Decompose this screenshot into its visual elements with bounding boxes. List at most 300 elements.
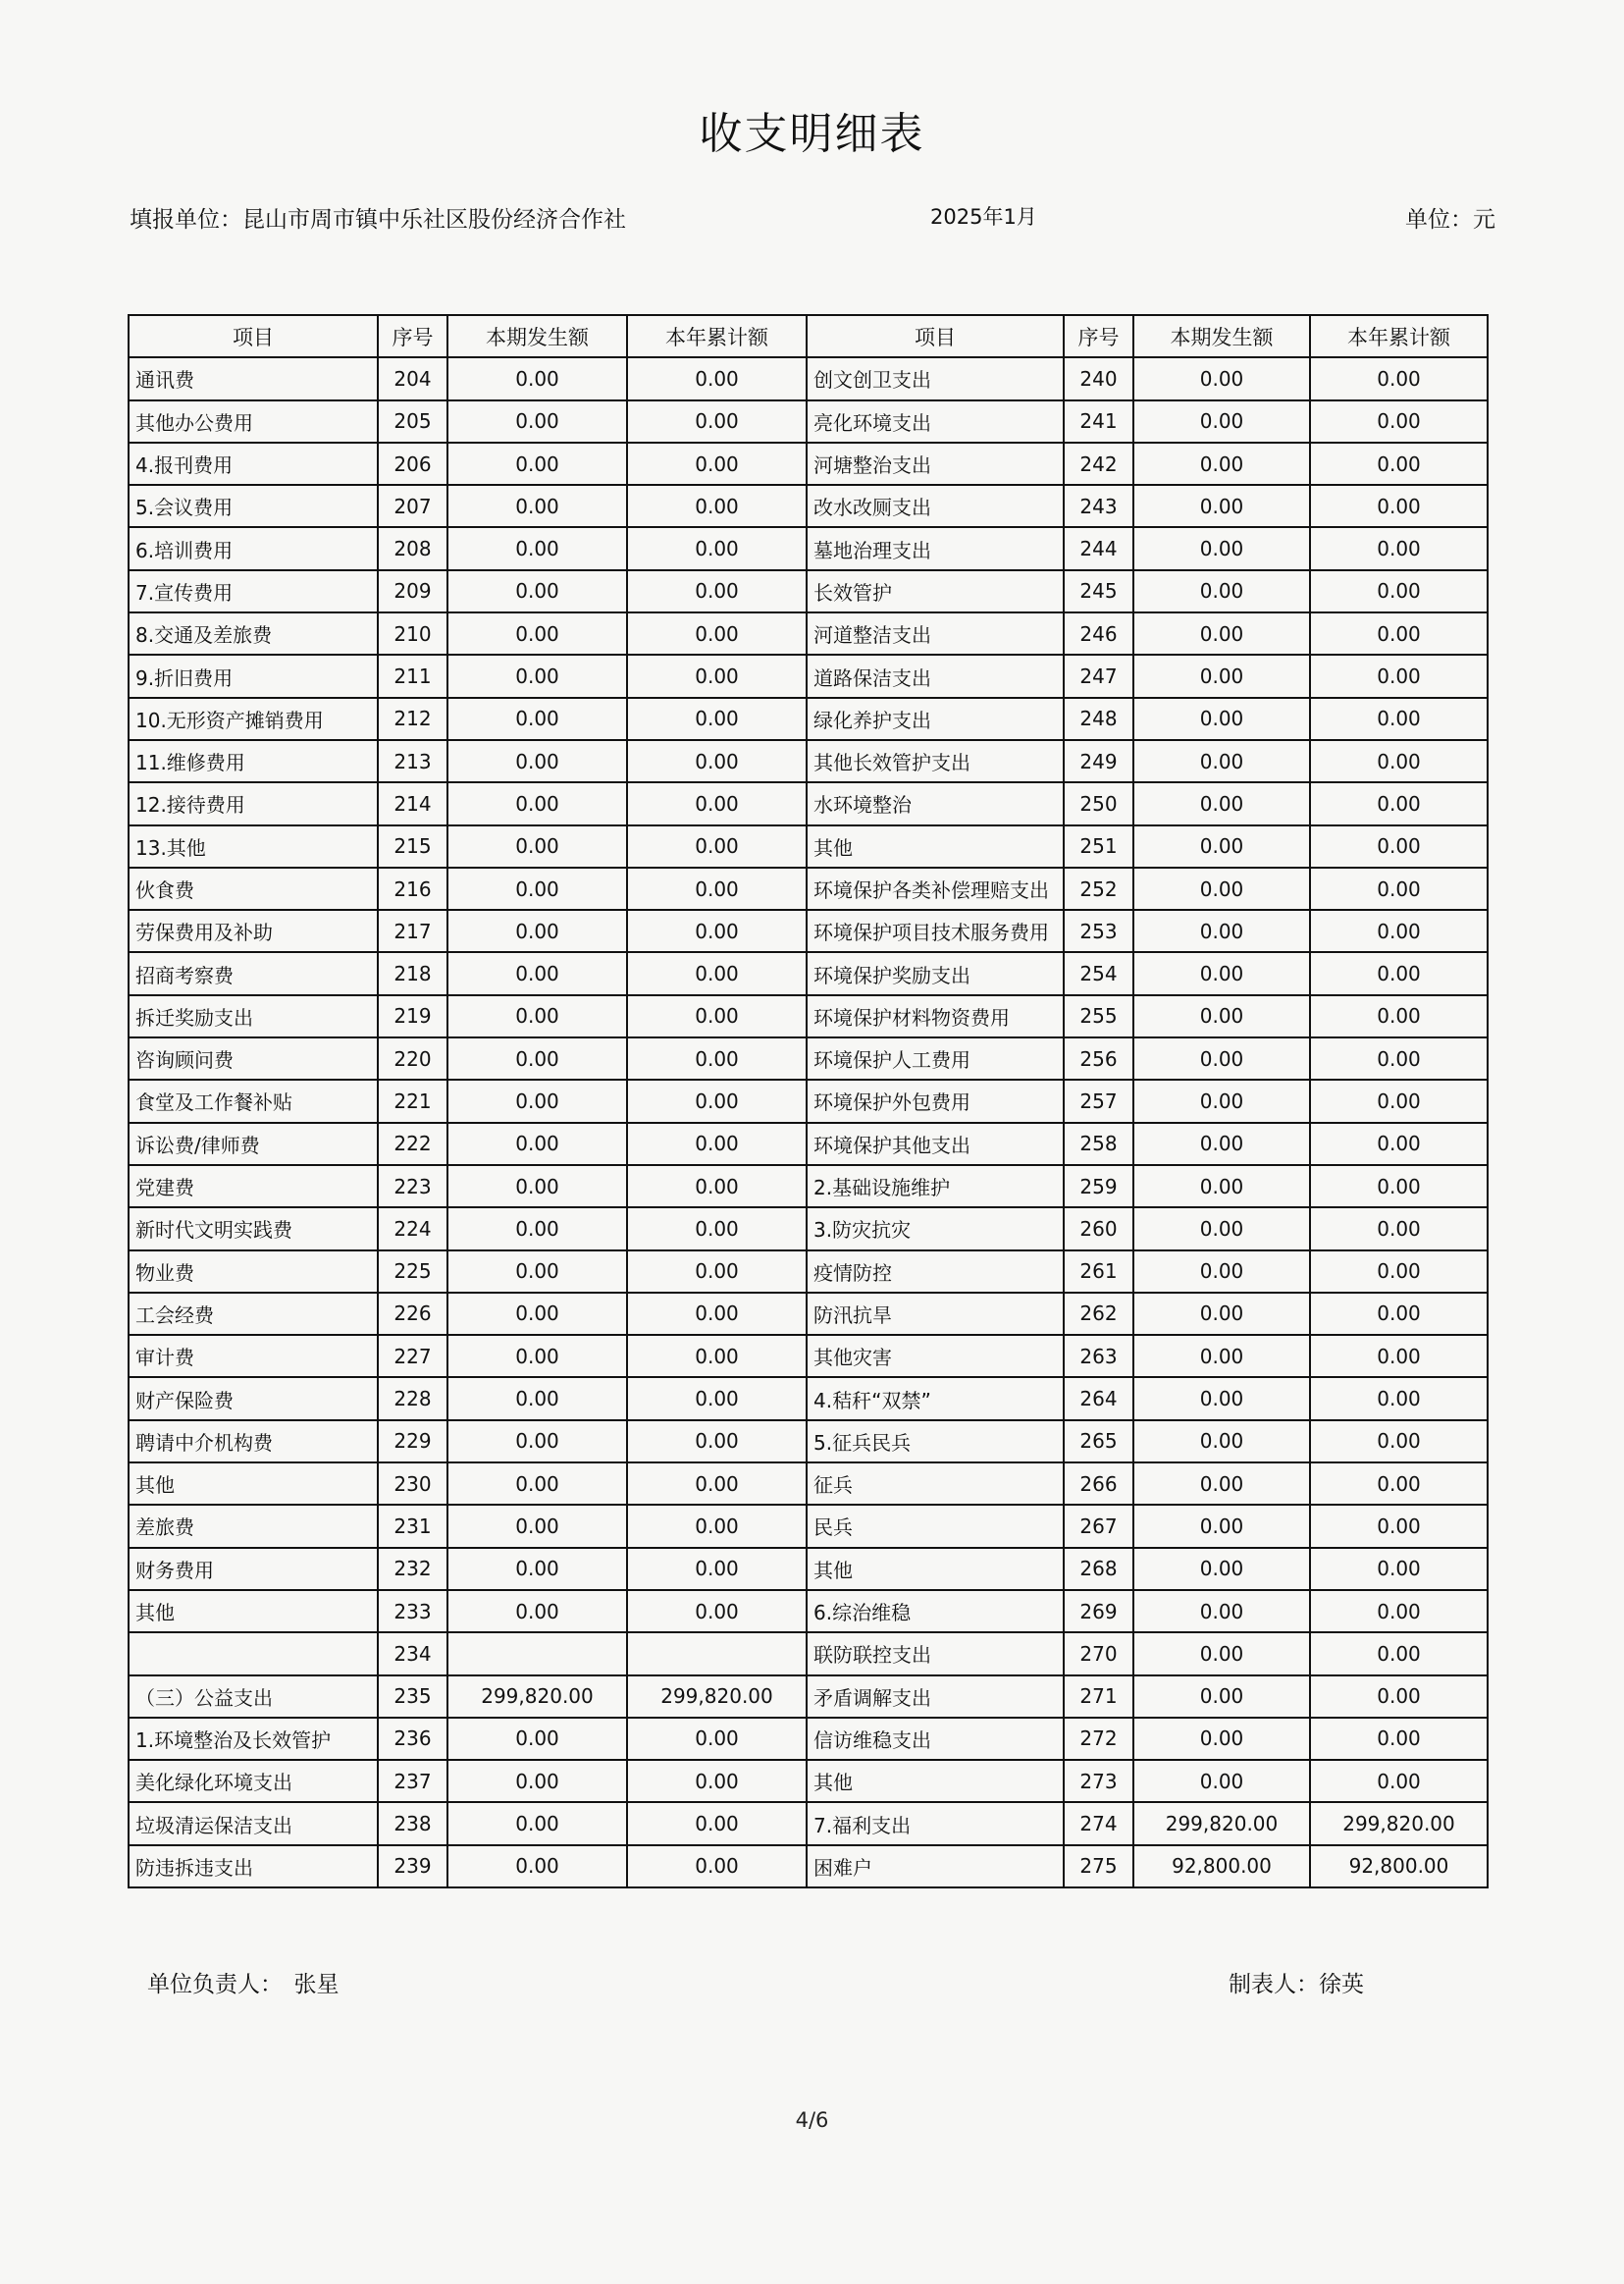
item-left: 咨询顾问费 bbox=[129, 1037, 378, 1080]
ytd-amount-right: 0.00 bbox=[1310, 1590, 1488, 1632]
seq-right: 260 bbox=[1064, 1207, 1133, 1249]
seq-right: 275 bbox=[1064, 1845, 1133, 1887]
seq-left: 209 bbox=[378, 570, 447, 612]
current-amount-left: 0.00 bbox=[447, 952, 627, 994]
current-amount-right: 0.00 bbox=[1133, 400, 1310, 443]
current-amount-left: 0.00 bbox=[447, 612, 627, 655]
current-amount-left: 0.00 bbox=[447, 1505, 627, 1547]
current-amount-left: 0.00 bbox=[447, 1760, 627, 1802]
seq-right: 256 bbox=[1064, 1037, 1133, 1080]
current-amount-left: 0.00 bbox=[447, 1377, 627, 1419]
table-row bbox=[129, 1250, 1488, 1293]
seq-left: 215 bbox=[378, 825, 447, 868]
ytd-amount-left: 0.00 bbox=[627, 698, 807, 740]
ytd-amount-right: 0.00 bbox=[1310, 1165, 1488, 1207]
table-row bbox=[129, 1632, 1488, 1674]
table-header-row bbox=[129, 315, 1488, 357]
current-amount-right: 0.00 bbox=[1133, 868, 1310, 910]
item-left: 其他 bbox=[129, 1462, 378, 1505]
ytd-amount-left: 0.00 bbox=[627, 1548, 807, 1590]
seq-left: 239 bbox=[378, 1845, 447, 1887]
current-amount-left: 0.00 bbox=[447, 1207, 627, 1249]
current-amount-right: 0.00 bbox=[1133, 1462, 1310, 1505]
table-row bbox=[129, 1718, 1488, 1760]
item-right: 其他灾害 bbox=[807, 1335, 1064, 1377]
ytd-amount-left: 0.00 bbox=[627, 570, 807, 612]
seq-left: 231 bbox=[378, 1505, 447, 1547]
item-left bbox=[129, 1632, 378, 1674]
seq-right: 259 bbox=[1064, 1165, 1133, 1207]
item-left: 工会经费 bbox=[129, 1293, 378, 1335]
col-header-current-left: 本期发生额 bbox=[447, 315, 627, 357]
current-amount-right: 0.00 bbox=[1133, 825, 1310, 868]
ytd-amount-right: 0.00 bbox=[1310, 1037, 1488, 1080]
seq-right: 241 bbox=[1064, 400, 1133, 443]
table-row bbox=[129, 527, 1488, 569]
item-right: 5.征兵民兵 bbox=[807, 1420, 1064, 1462]
seq-left: 237 bbox=[378, 1760, 447, 1802]
current-amount-right: 0.00 bbox=[1133, 995, 1310, 1037]
current-amount-left: 0.00 bbox=[447, 698, 627, 740]
seq-right: 269 bbox=[1064, 1590, 1133, 1632]
table-row bbox=[129, 655, 1488, 697]
current-amount-right: 0.00 bbox=[1133, 443, 1310, 485]
ytd-amount-left: 0.00 bbox=[627, 1462, 807, 1505]
table-row bbox=[129, 357, 1488, 399]
current-amount-right: 0.00 bbox=[1133, 1675, 1310, 1718]
item-right: 矛盾调解支出 bbox=[807, 1675, 1064, 1718]
current-amount-left: 0.00 bbox=[447, 357, 627, 399]
seq-right: 264 bbox=[1064, 1377, 1133, 1419]
col-header-seq-left: 序号 bbox=[378, 315, 447, 357]
current-amount-left: 0.00 bbox=[447, 1802, 627, 1844]
ytd-amount-right: 0.00 bbox=[1310, 655, 1488, 697]
item-right: 其他 bbox=[807, 1548, 1064, 1590]
seq-left: 210 bbox=[378, 612, 447, 655]
table-row bbox=[129, 1165, 1488, 1207]
seq-right: 270 bbox=[1064, 1632, 1133, 1674]
seq-left: 216 bbox=[378, 868, 447, 910]
report-period: 2025年1月 bbox=[930, 205, 1037, 229]
seq-right: 265 bbox=[1064, 1420, 1133, 1462]
item-right: 河塘整治支出 bbox=[807, 443, 1064, 485]
ytd-amount-left: 0.00 bbox=[627, 1037, 807, 1080]
current-amount-left: 0.00 bbox=[447, 1718, 627, 1760]
current-amount-left: 0.00 bbox=[447, 1250, 627, 1293]
current-amount-right: 0.00 bbox=[1133, 1718, 1310, 1760]
item-right: 创文创卫支出 bbox=[807, 357, 1064, 399]
current-amount-left: 0.00 bbox=[447, 655, 627, 697]
ytd-amount-right: 299,820.00 bbox=[1310, 1802, 1488, 1844]
table-row bbox=[129, 1590, 1488, 1632]
ytd-amount-left: 0.00 bbox=[627, 1420, 807, 1462]
item-left: 11.维修费用 bbox=[129, 740, 378, 782]
item-right: 河道整洁支出 bbox=[807, 612, 1064, 655]
col-header-current-right: 本期发生额 bbox=[1133, 315, 1310, 357]
ytd-amount-right: 0.00 bbox=[1310, 485, 1488, 527]
current-amount-left: 0.00 bbox=[447, 570, 627, 612]
seq-right: 271 bbox=[1064, 1675, 1133, 1718]
seq-left: 236 bbox=[378, 1718, 447, 1760]
currency-unit: 单位：元 bbox=[1405, 207, 1495, 233]
ytd-amount-left: 0.00 bbox=[627, 1802, 807, 1844]
item-left: 财产保险费 bbox=[129, 1377, 378, 1419]
item-left: 防违拆违支出 bbox=[129, 1845, 378, 1887]
ytd-amount-right: 0.00 bbox=[1310, 1250, 1488, 1293]
item-left: 9.折旧费用 bbox=[129, 655, 378, 697]
table-row bbox=[129, 825, 1488, 868]
seq-right: 258 bbox=[1064, 1123, 1133, 1165]
ytd-amount-right: 0.00 bbox=[1310, 910, 1488, 952]
ytd-amount-right: 0.00 bbox=[1310, 1632, 1488, 1674]
col-header-item-right: 项目 bbox=[807, 315, 1064, 357]
seq-left: 217 bbox=[378, 910, 447, 952]
ytd-amount-right: 0.00 bbox=[1310, 1207, 1488, 1249]
current-amount-right: 0.00 bbox=[1133, 570, 1310, 612]
seq-left: 226 bbox=[378, 1293, 447, 1335]
ytd-amount-right: 0.00 bbox=[1310, 1548, 1488, 1590]
current-amount-right: 0.00 bbox=[1133, 1590, 1310, 1632]
current-amount-left: 0.00 bbox=[447, 868, 627, 910]
unit-leader: 单位负责人： 张星 bbox=[147, 1972, 340, 1997]
ytd-amount-left: 0.00 bbox=[627, 910, 807, 952]
ytd-amount-right: 0.00 bbox=[1310, 1080, 1488, 1122]
current-amount-right: 92,800.00 bbox=[1133, 1845, 1310, 1887]
current-amount-right: 0.00 bbox=[1133, 612, 1310, 655]
seq-right: 268 bbox=[1064, 1548, 1133, 1590]
seq-left: 238 bbox=[378, 1802, 447, 1844]
current-amount-right: 0.00 bbox=[1133, 655, 1310, 697]
seq-left: 235 bbox=[378, 1675, 447, 1718]
item-left: 物业费 bbox=[129, 1250, 378, 1293]
item-left: 8.交通及差旅费 bbox=[129, 612, 378, 655]
current-amount-right: 299,820.00 bbox=[1133, 1802, 1310, 1844]
seq-left: 228 bbox=[378, 1377, 447, 1419]
col-header-seq-right: 序号 bbox=[1064, 315, 1133, 357]
item-right: 亮化环境支出 bbox=[807, 400, 1064, 443]
ytd-amount-left: 0.00 bbox=[627, 1760, 807, 1802]
ytd-amount-left: 0.00 bbox=[627, 1080, 807, 1122]
table-row bbox=[129, 400, 1488, 443]
current-amount-left: 299,820.00 bbox=[447, 1675, 627, 1718]
seq-right: 248 bbox=[1064, 698, 1133, 740]
seq-right: 263 bbox=[1064, 1335, 1133, 1377]
current-amount-right: 0.00 bbox=[1133, 910, 1310, 952]
ytd-amount-right: 0.00 bbox=[1310, 527, 1488, 569]
item-left: 1.环境整治及长效管护 bbox=[129, 1718, 378, 1760]
item-right: 环境保护外包费用 bbox=[807, 1080, 1064, 1122]
item-right: 环境保护奖励支出 bbox=[807, 952, 1064, 994]
item-left: 差旅费 bbox=[129, 1505, 378, 1547]
ytd-amount-left: 0.00 bbox=[627, 1377, 807, 1419]
seq-left: 211 bbox=[378, 655, 447, 697]
current-amount-right: 0.00 bbox=[1133, 485, 1310, 527]
item-right: 民兵 bbox=[807, 1505, 1064, 1547]
ytd-amount-left: 0.00 bbox=[627, 740, 807, 782]
col-header-ytd-right: 本年累计额 bbox=[1310, 315, 1488, 357]
seq-right: 252 bbox=[1064, 868, 1133, 910]
table-row bbox=[129, 740, 1488, 782]
item-left: 聘请中介机构费 bbox=[129, 1420, 378, 1462]
seq-left: 222 bbox=[378, 1123, 447, 1165]
ytd-amount-left: 0.00 bbox=[627, 1505, 807, 1547]
table-row bbox=[129, 1037, 1488, 1080]
seq-right: 267 bbox=[1064, 1505, 1133, 1547]
item-left: 4.报刊费用 bbox=[129, 443, 378, 485]
table-row bbox=[129, 1548, 1488, 1590]
seq-right: 273 bbox=[1064, 1760, 1133, 1802]
item-right: 其他 bbox=[807, 1760, 1064, 1802]
item-right: 2.基础设施维护 bbox=[807, 1165, 1064, 1207]
ytd-amount-left: 0.00 bbox=[627, 612, 807, 655]
item-right: 环境保护其他支出 bbox=[807, 1123, 1064, 1165]
ytd-amount-right: 0.00 bbox=[1310, 995, 1488, 1037]
current-amount-left: 0.00 bbox=[447, 1335, 627, 1377]
table-row bbox=[129, 443, 1488, 485]
table-row bbox=[129, 782, 1488, 824]
seq-left: 208 bbox=[378, 527, 447, 569]
seq-right: 243 bbox=[1064, 485, 1133, 527]
table-row bbox=[129, 1802, 1488, 1844]
item-right: 防汛抗旱 bbox=[807, 1293, 1064, 1335]
col-header-item-left: 项目 bbox=[129, 315, 378, 357]
item-right: 长效管护 bbox=[807, 570, 1064, 612]
seq-right: 261 bbox=[1064, 1250, 1133, 1293]
ytd-amount-left: 0.00 bbox=[627, 1335, 807, 1377]
seq-left: 220 bbox=[378, 1037, 447, 1080]
ytd-amount-left: 0.00 bbox=[627, 868, 807, 910]
ytd-amount-right: 0.00 bbox=[1310, 1462, 1488, 1505]
seq-left: 229 bbox=[378, 1420, 447, 1462]
item-right: 信访维稳支出 bbox=[807, 1718, 1064, 1760]
current-amount-left bbox=[447, 1632, 627, 1674]
seq-left: 206 bbox=[378, 443, 447, 485]
item-left: 美化绿化环境支出 bbox=[129, 1760, 378, 1802]
current-amount-right: 0.00 bbox=[1133, 698, 1310, 740]
current-amount-right: 0.00 bbox=[1133, 740, 1310, 782]
current-amount-right: 0.00 bbox=[1133, 1250, 1310, 1293]
preparer: 制表人：徐英 bbox=[1229, 1972, 1364, 1997]
seq-right: 254 bbox=[1064, 952, 1133, 994]
current-amount-left: 0.00 bbox=[447, 400, 627, 443]
current-amount-left: 0.00 bbox=[447, 782, 627, 824]
current-amount-left: 0.00 bbox=[447, 740, 627, 782]
seq-left: 223 bbox=[378, 1165, 447, 1207]
current-amount-right: 0.00 bbox=[1133, 1207, 1310, 1249]
table-row bbox=[129, 1462, 1488, 1505]
current-amount-left: 0.00 bbox=[447, 1462, 627, 1505]
ytd-amount-right: 0.00 bbox=[1310, 570, 1488, 612]
item-left: 6.培训费用 bbox=[129, 527, 378, 569]
item-right: 其他长效管护支出 bbox=[807, 740, 1064, 782]
current-amount-right: 0.00 bbox=[1133, 1293, 1310, 1335]
seq-right: 274 bbox=[1064, 1802, 1133, 1844]
current-amount-right: 0.00 bbox=[1133, 952, 1310, 994]
current-amount-right: 0.00 bbox=[1133, 527, 1310, 569]
item-right: 水环境整治 bbox=[807, 782, 1064, 824]
ytd-amount-left: 0.00 bbox=[627, 527, 807, 569]
seq-left: 224 bbox=[378, 1207, 447, 1249]
ytd-amount-right: 0.00 bbox=[1310, 740, 1488, 782]
current-amount-left: 0.00 bbox=[447, 443, 627, 485]
current-amount-right: 0.00 bbox=[1133, 1080, 1310, 1122]
current-amount-left: 0.00 bbox=[447, 995, 627, 1037]
seq-left: 219 bbox=[378, 995, 447, 1037]
table-row bbox=[129, 1207, 1488, 1249]
seq-right: 247 bbox=[1064, 655, 1133, 697]
ytd-amount-right: 0.00 bbox=[1310, 698, 1488, 740]
current-amount-right: 0.00 bbox=[1133, 782, 1310, 824]
current-amount-right: 0.00 bbox=[1133, 1123, 1310, 1165]
ytd-amount-left: 0.00 bbox=[627, 952, 807, 994]
seq-left: 230 bbox=[378, 1462, 447, 1505]
item-left: 诉讼费/律师费 bbox=[129, 1123, 378, 1165]
current-amount-left: 0.00 bbox=[447, 1548, 627, 1590]
table-row bbox=[129, 612, 1488, 655]
current-amount-left: 0.00 bbox=[447, 485, 627, 527]
table-row bbox=[129, 1845, 1488, 1887]
seq-left: 218 bbox=[378, 952, 447, 994]
item-left: 审计费 bbox=[129, 1335, 378, 1377]
item-left: 7.宣传费用 bbox=[129, 570, 378, 612]
seq-left: 212 bbox=[378, 698, 447, 740]
item-right: 联防联控支出 bbox=[807, 1632, 1064, 1674]
current-amount-left: 0.00 bbox=[447, 1845, 627, 1887]
seq-right: 272 bbox=[1064, 1718, 1133, 1760]
item-left: 党建费 bbox=[129, 1165, 378, 1207]
ytd-amount-left: 0.00 bbox=[627, 357, 807, 399]
item-right: 4.秸秆“双禁” bbox=[807, 1377, 1064, 1419]
table-row bbox=[129, 995, 1488, 1037]
ytd-amount-left: 0.00 bbox=[627, 485, 807, 527]
item-right: 墓地治理支出 bbox=[807, 527, 1064, 569]
table-row bbox=[129, 1760, 1488, 1802]
seq-right: 253 bbox=[1064, 910, 1133, 952]
ytd-amount-right: 0.00 bbox=[1310, 1335, 1488, 1377]
table-row bbox=[129, 1420, 1488, 1462]
ytd-amount-left: 0.00 bbox=[627, 1718, 807, 1760]
item-left: 垃圾清运保洁支出 bbox=[129, 1802, 378, 1844]
ytd-amount-left: 0.00 bbox=[627, 1123, 807, 1165]
item-right: 环境保护人工费用 bbox=[807, 1037, 1064, 1080]
table-row bbox=[129, 698, 1488, 740]
ytd-amount-left: 0.00 bbox=[627, 443, 807, 485]
page-number: 4/6 bbox=[795, 2108, 829, 2132]
seq-left: 213 bbox=[378, 740, 447, 782]
item-left: 伙食费 bbox=[129, 868, 378, 910]
seq-right: 240 bbox=[1064, 357, 1133, 399]
item-right: 道路保洁支出 bbox=[807, 655, 1064, 697]
item-left: 13.其他 bbox=[129, 825, 378, 868]
seq-right: 255 bbox=[1064, 995, 1133, 1037]
ytd-amount-right: 0.00 bbox=[1310, 1420, 1488, 1462]
seq-right: 246 bbox=[1064, 612, 1133, 655]
item-left: 其他 bbox=[129, 1590, 378, 1632]
seq-right: 244 bbox=[1064, 527, 1133, 569]
ytd-amount-left: 0.00 bbox=[627, 1250, 807, 1293]
current-amount-left: 0.00 bbox=[447, 527, 627, 569]
table-row bbox=[129, 1335, 1488, 1377]
ledger-table bbox=[128, 314, 1489, 1888]
seq-left: 232 bbox=[378, 1548, 447, 1590]
item-right: 征兵 bbox=[807, 1462, 1064, 1505]
current-amount-right: 0.00 bbox=[1133, 1335, 1310, 1377]
current-amount-right: 0.00 bbox=[1133, 1165, 1310, 1207]
ytd-amount-right: 0.00 bbox=[1310, 825, 1488, 868]
current-amount-left: 0.00 bbox=[447, 825, 627, 868]
item-left: 劳保费用及补助 bbox=[129, 910, 378, 952]
ytd-amount-left: 0.00 bbox=[627, 825, 807, 868]
table-row bbox=[129, 952, 1488, 994]
ytd-amount-left: 299,820.00 bbox=[627, 1675, 807, 1718]
ytd-amount-left: 0.00 bbox=[627, 1590, 807, 1632]
reporting-unit: 填报单位：昆山市周市镇中乐社区股份经济合作社 bbox=[130, 207, 626, 233]
table-row bbox=[129, 1505, 1488, 1547]
item-right: 困难户 bbox=[807, 1845, 1064, 1887]
item-right: 绿化养护支出 bbox=[807, 698, 1064, 740]
seq-left: 227 bbox=[378, 1335, 447, 1377]
item-right: 环境保护项目技术服务费用 bbox=[807, 910, 1064, 952]
ytd-amount-left: 0.00 bbox=[627, 782, 807, 824]
table-row bbox=[129, 1080, 1488, 1122]
page-title: 收支明细表 bbox=[699, 109, 925, 159]
ytd-amount-left bbox=[627, 1632, 807, 1674]
item-right: 环境保护材料物资费用 bbox=[807, 995, 1064, 1037]
item-right: 环境保护各类补偿理赔支出 bbox=[807, 868, 1064, 910]
table-row bbox=[129, 1377, 1488, 1419]
ytd-amount-right: 0.00 bbox=[1310, 782, 1488, 824]
item-left: 新时代文明实践费 bbox=[129, 1207, 378, 1249]
current-amount-right: 0.00 bbox=[1133, 1632, 1310, 1674]
ytd-amount-right: 0.00 bbox=[1310, 952, 1488, 994]
current-amount-left: 0.00 bbox=[447, 1123, 627, 1165]
seq-left: 207 bbox=[378, 485, 447, 527]
item-right: 改水改厕支出 bbox=[807, 485, 1064, 527]
ytd-amount-left: 0.00 bbox=[627, 995, 807, 1037]
seq-right: 266 bbox=[1064, 1462, 1133, 1505]
ytd-amount-left: 0.00 bbox=[627, 1845, 807, 1887]
seq-right: 262 bbox=[1064, 1293, 1133, 1335]
table-row bbox=[129, 910, 1488, 952]
item-left: 招商考察费 bbox=[129, 952, 378, 994]
seq-left: 234 bbox=[378, 1632, 447, 1674]
current-amount-left: 0.00 bbox=[447, 910, 627, 952]
current-amount-right: 0.00 bbox=[1133, 1420, 1310, 1462]
ytd-amount-right: 0.00 bbox=[1310, 612, 1488, 655]
item-right: 疫情防控 bbox=[807, 1250, 1064, 1293]
ytd-amount-right: 0.00 bbox=[1310, 357, 1488, 399]
ytd-amount-left: 0.00 bbox=[627, 400, 807, 443]
ytd-amount-left: 0.00 bbox=[627, 655, 807, 697]
seq-right: 242 bbox=[1064, 443, 1133, 485]
item-left: 食堂及工作餐补贴 bbox=[129, 1080, 378, 1122]
ytd-amount-right: 0.00 bbox=[1310, 1505, 1488, 1547]
current-amount-right: 0.00 bbox=[1133, 1760, 1310, 1802]
seq-right: 245 bbox=[1064, 570, 1133, 612]
ytd-amount-right: 92,800.00 bbox=[1310, 1845, 1488, 1887]
current-amount-left: 0.00 bbox=[447, 1165, 627, 1207]
seq-left: 214 bbox=[378, 782, 447, 824]
ytd-amount-left: 0.00 bbox=[627, 1165, 807, 1207]
seq-left: 205 bbox=[378, 400, 447, 443]
item-right: 其他 bbox=[807, 825, 1064, 868]
current-amount-right: 0.00 bbox=[1133, 357, 1310, 399]
ytd-amount-right: 0.00 bbox=[1310, 1718, 1488, 1760]
ytd-amount-right: 0.00 bbox=[1310, 868, 1488, 910]
seq-right: 249 bbox=[1064, 740, 1133, 782]
item-left: 其他办公费用 bbox=[129, 400, 378, 443]
current-amount-right: 0.00 bbox=[1133, 1377, 1310, 1419]
